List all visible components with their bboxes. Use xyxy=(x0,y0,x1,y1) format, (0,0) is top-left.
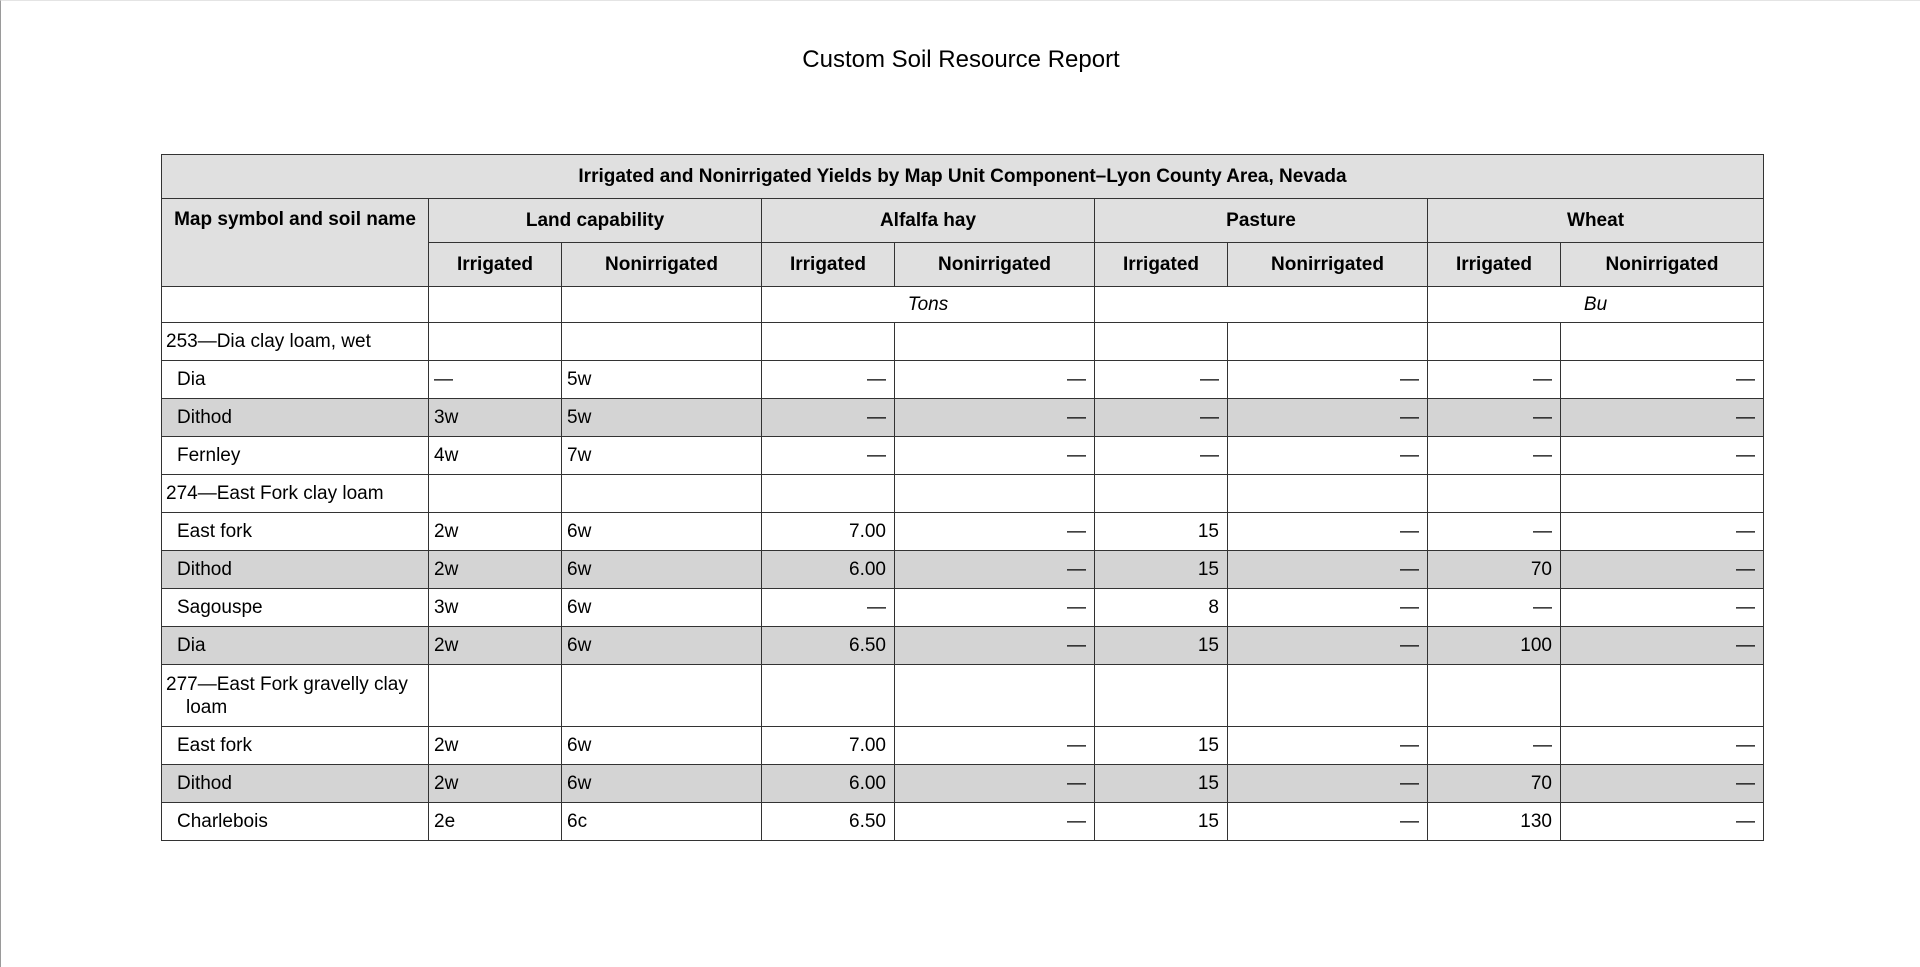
map-unit-row xyxy=(162,323,1764,361)
table-row xyxy=(162,589,1764,627)
cell-alf-irr: — xyxy=(762,589,895,627)
map-unit-label: 253—Dia clay loam, wet xyxy=(166,331,371,352)
cell-wht-non: — xyxy=(1561,727,1764,765)
cell-pas-irr: — xyxy=(1095,361,1228,399)
header-alfalfa-hay: Alfalfa hay xyxy=(762,199,1095,243)
cell-pas-non: — xyxy=(1228,551,1428,589)
cell-alf-non: — xyxy=(895,513,1095,551)
component-name: Dithod xyxy=(162,765,429,803)
cell-wht-irr: — xyxy=(1428,589,1561,627)
cell-alf-non: — xyxy=(895,551,1095,589)
cell-pas-irr: 15 xyxy=(1095,727,1228,765)
cell-wht-irr: 100 xyxy=(1428,627,1561,665)
cell-wht-non: — xyxy=(1561,399,1764,437)
cell-alf-irr: 7.00 xyxy=(762,513,895,551)
header-pasture-irrigated: Irrigated xyxy=(1095,243,1228,287)
cell-pas-non: — xyxy=(1228,627,1428,665)
cell-lc-non: 6w xyxy=(562,513,762,551)
cell-lc-irr: 3w xyxy=(429,589,562,627)
component-name: Sagouspe xyxy=(162,589,429,627)
component-name: Charlebois xyxy=(162,803,429,841)
cell-pas-irr: — xyxy=(1095,399,1228,437)
cell-alf-irr: 7.00 xyxy=(762,727,895,765)
table-row xyxy=(162,727,1764,765)
cell-lc-non: 6w xyxy=(562,551,762,589)
cell-wht-non: — xyxy=(1561,803,1764,841)
map-unit-label: 277—East Fork gravelly clay loam xyxy=(166,673,408,718)
table-row xyxy=(162,765,1764,803)
header-lc-irrigated: Irrigated xyxy=(429,243,562,287)
cell-pas-non: — xyxy=(1228,513,1428,551)
map-unit-label: 274—East Fork clay loam xyxy=(166,483,384,504)
cell-lc-non: 6w xyxy=(562,765,762,803)
cell-pas-irr: 15 xyxy=(1095,765,1228,803)
cell-wht-non: — xyxy=(1561,589,1764,627)
cell-alf-irr: — xyxy=(762,437,895,475)
cell-wht-irr: — xyxy=(1428,437,1561,475)
header-pasture: Pasture xyxy=(1095,199,1428,243)
cell-pas-non: — xyxy=(1228,399,1428,437)
table-row xyxy=(162,513,1764,551)
component-name: East fork xyxy=(162,513,429,551)
cell-lc-irr: 2e xyxy=(429,803,562,841)
header-map-symbol: Map symbol and soil name xyxy=(162,199,429,287)
cell-pas-non: — xyxy=(1228,361,1428,399)
cell-alf-non: — xyxy=(895,765,1095,803)
map-unit-row xyxy=(162,475,1764,513)
cell-lc-irr: 4w xyxy=(429,437,562,475)
cell-lc-irr: 2w xyxy=(429,551,562,589)
header-wheat-nonirrigated: Nonirrigated xyxy=(1561,243,1764,287)
component-name: Dithod xyxy=(162,551,429,589)
cell-lc-irr: 2w xyxy=(429,627,562,665)
cell-alf-non: — xyxy=(895,437,1095,475)
cell-lc-irr: 2w xyxy=(429,727,562,765)
cell-pas-non: — xyxy=(1228,589,1428,627)
table-caption: Irrigated and Nonirrigated Yields by Map Unit Component–Lyon County Area, Nevada xyxy=(162,155,1764,199)
cell-wht-irr: — xyxy=(1428,727,1561,765)
units-row xyxy=(162,287,1764,323)
cell-lc-non: 6w xyxy=(562,727,762,765)
cell-wht-non: — xyxy=(1561,551,1764,589)
table-row xyxy=(162,437,1764,475)
cell-wht-irr: 70 xyxy=(1428,765,1561,803)
cell-pas-non: — xyxy=(1228,803,1428,841)
header-wheat-irrigated: Irrigated xyxy=(1428,243,1561,287)
cell-pas-non: — xyxy=(1228,437,1428,475)
header-lc-nonirrigated: Nonirrigated xyxy=(562,243,762,287)
cell-wht-non: — xyxy=(1561,361,1764,399)
header-land-capability: Land capability xyxy=(429,199,762,243)
cell-alf-irr: 6.00 xyxy=(762,551,895,589)
cell-alf-irr: — xyxy=(762,361,895,399)
header-wheat: Wheat xyxy=(1428,199,1764,243)
cell-lc-non: 7w xyxy=(562,437,762,475)
cell-alf-irr: — xyxy=(762,399,895,437)
cell-pas-irr: 15 xyxy=(1095,627,1228,665)
component-name: Dia xyxy=(162,627,429,665)
cell-pas-irr: — xyxy=(1095,437,1228,475)
cell-lc-non: 5w xyxy=(562,361,762,399)
component-name: Dia xyxy=(162,361,429,399)
yields-table xyxy=(161,154,1764,841)
cell-alf-non: — xyxy=(895,803,1095,841)
table-row xyxy=(162,399,1764,437)
cell-lc-non: 6c xyxy=(562,803,762,841)
cell-wht-non: — xyxy=(1561,513,1764,551)
header-alfalfa-irrigated: Irrigated xyxy=(762,243,895,287)
cell-wht-irr: 130 xyxy=(1428,803,1561,841)
cell-wht-irr: — xyxy=(1428,513,1561,551)
cell-alf-irr: 6.50 xyxy=(762,627,895,665)
cell-alf-non: — xyxy=(895,727,1095,765)
cell-pas-non: — xyxy=(1228,727,1428,765)
cell-alf-irr: 6.50 xyxy=(762,803,895,841)
component-name: East fork xyxy=(162,727,429,765)
table-row xyxy=(162,803,1764,841)
map-unit-name xyxy=(162,665,429,727)
cell-lc-non: 5w xyxy=(562,399,762,437)
cell-lc-irr: 2w xyxy=(429,765,562,803)
table-body xyxy=(162,287,1764,841)
cell-pas-irr: 15 xyxy=(1095,803,1228,841)
cell-lc-non: 6w xyxy=(562,589,762,627)
cell-lc-irr: 2w xyxy=(429,513,562,551)
component-name: Fernley xyxy=(162,437,429,475)
header-alfalfa-nonirrigated: Nonirrigated xyxy=(895,243,1095,287)
cell-alf-non: — xyxy=(895,589,1095,627)
cell-alf-non: — xyxy=(895,361,1095,399)
table-row xyxy=(162,551,1764,589)
cell-lc-irr: 3w xyxy=(429,399,562,437)
cell-lc-irr: — xyxy=(429,361,562,399)
map-unit-row xyxy=(162,665,1764,727)
table-row xyxy=(162,627,1764,665)
header-pasture-nonirrigated: Nonirrigated xyxy=(1228,243,1428,287)
cell-wht-non: — xyxy=(1561,437,1764,475)
cell-wht-non: — xyxy=(1561,627,1764,665)
cell-wht-irr: — xyxy=(1428,361,1561,399)
cell-alf-non: — xyxy=(895,399,1095,437)
map-unit-name xyxy=(162,323,429,361)
cell-wht-non: — xyxy=(1561,765,1764,803)
cell-pas-irr: 15 xyxy=(1095,551,1228,589)
map-unit-name xyxy=(162,475,429,513)
cell-lc-non: 6w xyxy=(562,627,762,665)
cell-wht-irr: — xyxy=(1428,399,1561,437)
cell-pas-non: — xyxy=(1228,765,1428,803)
units-alfalfa: Tons xyxy=(762,287,1095,323)
cell-pas-irr: 8 xyxy=(1095,589,1228,627)
cell-pas-irr: 15 xyxy=(1095,513,1228,551)
units-wheat: Bu xyxy=(1428,287,1764,323)
cell-alf-non: — xyxy=(895,627,1095,665)
cell-wht-irr: 70 xyxy=(1428,551,1561,589)
component-name: Dithod xyxy=(162,399,429,437)
report-title: Custom Soil Resource Report xyxy=(802,46,1120,73)
cell-alf-irr: 6.00 xyxy=(762,765,895,803)
table-row xyxy=(162,361,1764,399)
